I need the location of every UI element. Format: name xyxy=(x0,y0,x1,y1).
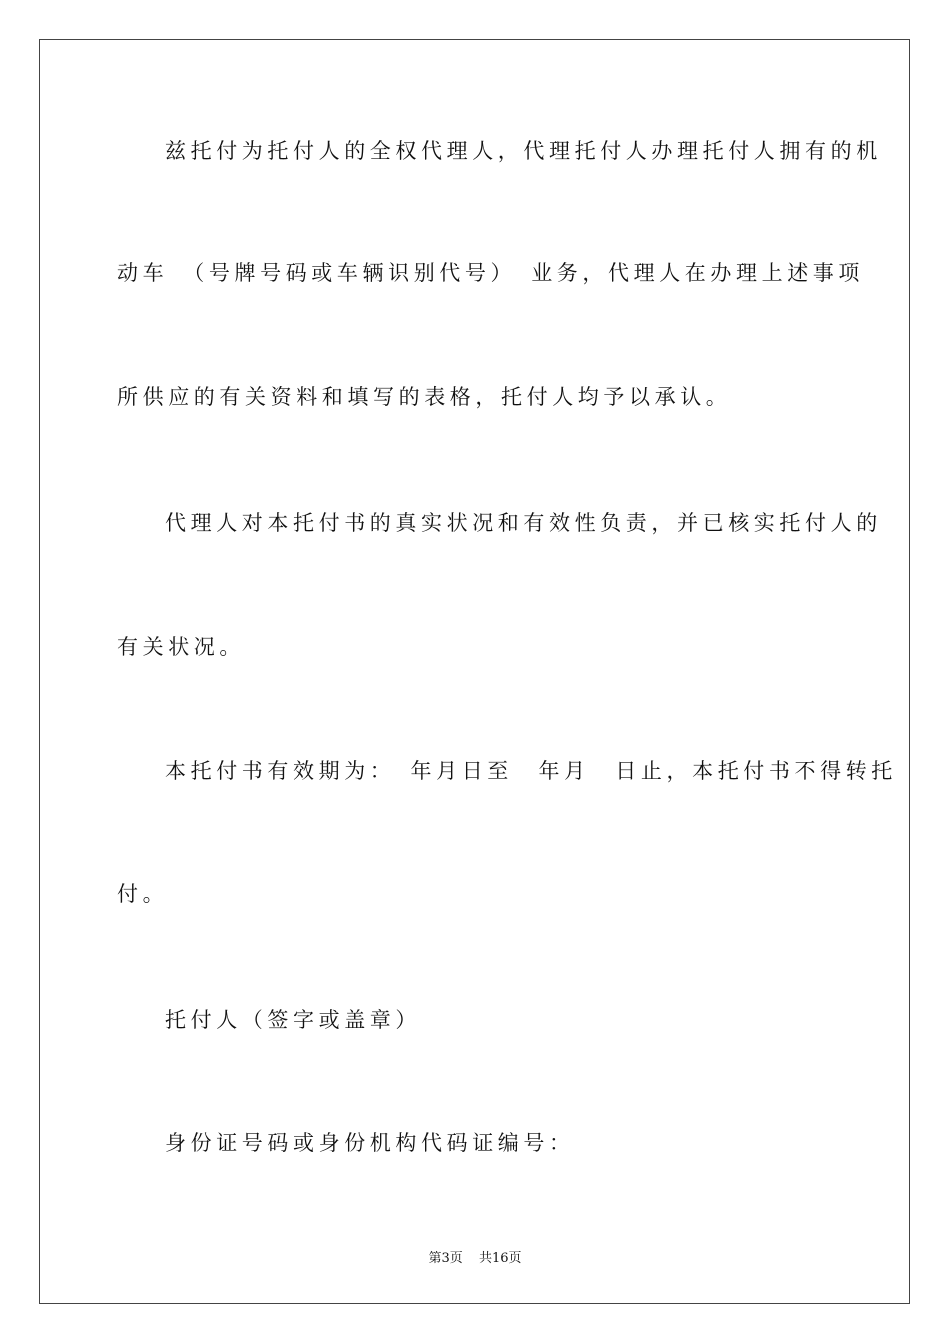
paragraph-line-3: 所供应的有关资料和填写的表格，托付人均予以承认。 xyxy=(117,385,732,409)
page-total: 共16页 xyxy=(478,1251,522,1266)
paragraph-line-7: 付。 xyxy=(117,882,169,906)
signature-line: 托付人（签字或盖章） xyxy=(165,1008,421,1032)
paragraph-line-4: 代理人对本托付书的真实状况和有效性负责，并已核实托付人的 xyxy=(165,511,882,535)
paragraph-line-6: 本托付书有效期为： 年月日至 年月 日止，本托付书不得转托 xyxy=(165,759,897,783)
page-number: 第3页 xyxy=(428,1251,463,1266)
paragraph-line-2: 动车 （号牌号码或车辆识别代号） 业务，代理人在办理上述事项 xyxy=(117,261,864,285)
page-border xyxy=(39,39,910,1304)
paragraph-line-5: 有关状况。 xyxy=(117,635,245,659)
page-footer xyxy=(0,1247,950,1266)
paragraph-line-1: 兹托付为托付人的全权代理人，代理托付人办理托付人拥有的机 xyxy=(165,139,882,163)
id-number-line: 身份证号码或身份机构代码证编号： xyxy=(165,1131,575,1155)
